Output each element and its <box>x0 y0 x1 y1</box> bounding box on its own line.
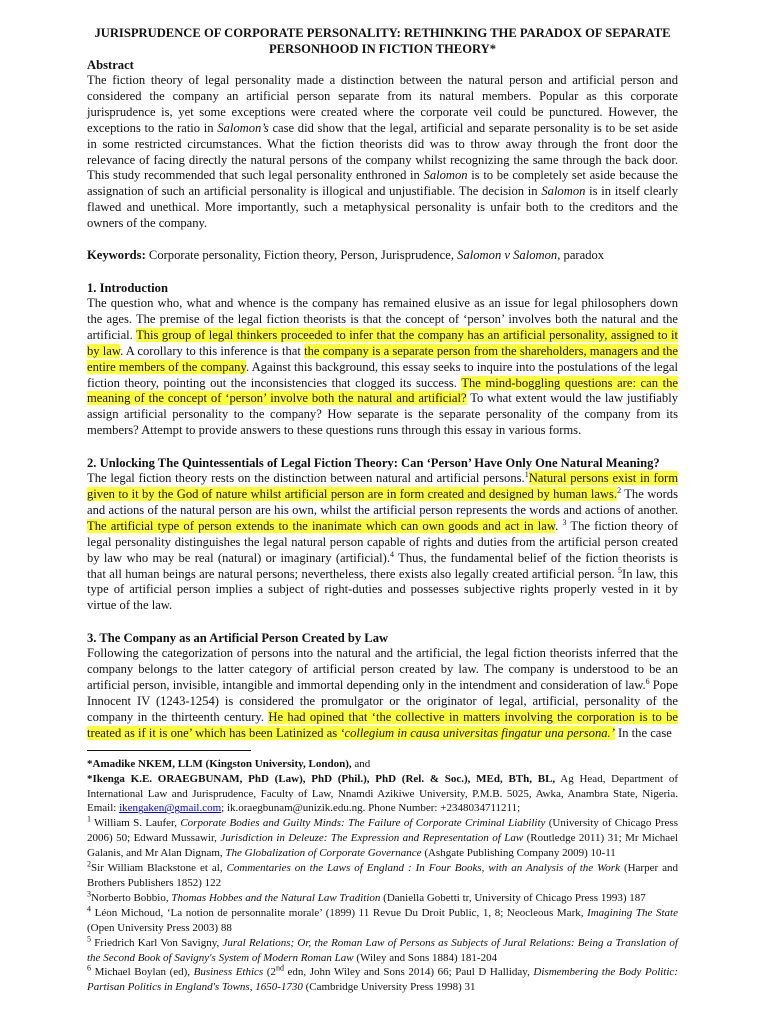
section-2-text: The legal fiction theory rests on the distinction between natural and artificial persons.$^1$Natural persons exist in form given to it by the God of nature whilst artificial person are in form created and designed by human laws.$^2$ The words and actions of the natural person are his own, whilst the artificial person represents the words and actions of another. The artificial type of person extends to the inanimate which can own goods and act in law. $^3$ The fiction theory of legal personality distinguishes the legal natural person capable of rights and duties from the artificial person created by law who may be real (natural) or imaginary (artificial).$^4$ Thus, the fundamental belief of the fiction theorists is that all human beings are natural persons; nevertheless, there exists also legally created artificial person. $^5$In law, this type of artificial person implies a subject of right-duties and possesses subjective rights properly vested in it by virtue of the law. <box>87 469 679 613</box>
footnote-4: $^4$ Léon Michoud, ‘La notion de personnalite morale’ (1899) 11 Revue Du Droit Public, 1, 8; Neocleous Mark, Imagining The State (Open University Press 2003) 88 <box>87 904 678 934</box>
section-heading-company: 3. The Company as an Artificial Person Created by Law <box>87 631 389 646</box>
footnote-5: $^5$ Friedrich Karl Von Savigny, Jural Relations; Or, the Roman Law of Persons as Subjects of Jural Relations: Being a Translation of the Second Book of Savigny's System of Modern Roman Law (Wiley and Sons 1884) 181-204 <box>87 933 678 964</box>
abstract-heading: Abstract <box>87 58 134 72</box>
section-3-text: Following the categorization of persons into the natural and the artificial, the legal fiction theorists inferred that the company belongs to the latter category of artificial person created by law. The company is understood to be an artificial person, invisible, intangible and immortal depending only in the intendment and consideration of law.$^6$ Pope Innocent IV (1243-1254) is considered the promulgator or the originator of legal, artificial, personality of the company in the thirteenth century. He had opined that ‘the collective in matters involving the corporation is to be treated as if it is one’ which has been Latinized as ‘collegium in causa universitas fingatur una persona.’ In the case <box>87 646 678 740</box>
abstract-text: The fiction theory of legal personality made a distinction between the natural person and artificial person and considered the company an artificial person separate from its natural members. Popular as this corporate jurisprudence is, yet some exceptions were created where the corporate veil could be punctured. However, the exceptions to the ratio in Salomon’s case did show that the legal, artificial and separate personality is to be set aside in some restricted circumstances. What the fiction theorists did was to throw away through the front door the relevance of facing directly the natural persons of the company whilst recognizing the same through the back door. This study recommended that such legal personality enthroned in Salomon is to be completely set aside because the assignation of such an artificial personality is illogical and unjustifiable. The decision in Salomon is in itself clearly flawed and unethical. More importantly, such a metaphysical personality is unfair both to the creditors and the owners of the company. <box>87 73 679 231</box>
introduction-text: The question who, what and whence is the company has remained elusive as an issue for legal philosophers down the ages. The premise of the legal fiction theorists is that the concept of ‘person’ involves both the natural and the artificial. This group of legal thinkers proceeded to infer that the company has an artificial personality, assigned to it by law. A corollary to this inference is that the company is a separate person from the shareholders, managers and the entire members of the company. Against this background, this essay seeks to inquire into the postulations of the legal fiction theory, pointing out the inconsistencies that clogged its success. The mind-boggling questions are: can the meaning of the concept of ‘person’ involve both the natural and artificial? To what extent would the law justifiably assign artificial personality to the company? How separate is the separate personality of the company from its members? Attempt to provide answers to these questions runs through this essay in various forms. <box>87 295 679 438</box>
highlight: He had opined that ‘the collective in matters involving the corporation is to be treated as if it is one’ which has been Latinized as <box>87 709 678 740</box>
footnote-author-2: *Ikenga K.E. ORAEGBUNAM, PhD (Law), PhD (Phil.), PhD (Rel. & Soc.), MEd, BTh, BL, Ag Head, Department of International Law and Jurisprudence, Faculty of Law, Nnamdi Azikiwe University, P.M.B. 5025, Awka, Anambra State, Nigeria. Email: ikengaken@gmail.com; ik.oraegbunam@unizik.edu.ng. Phone Number: +2348034711211; <box>87 772 679 815</box>
footnotes <box>87 757 678 996</box>
page-content <box>87 26 678 995</box>
paper-title: JURISPRUDENCE OF CORPORATE PERSONALITY: RETHINKING THE PARADOX OF SEPARATE PERSONHOOD IN FICTION THEORY* <box>94 26 671 56</box>
footnote-rule <box>87 750 251 751</box>
highlight: The artificial type of person extends to the inanimate which can own goods and act in law <box>87 518 556 533</box>
section-heading-quintessentials: 2. Unlocking The Quintessentials of Legal Fiction Theory: Can ‘Person’ Have Only One Natural Meaning? <box>87 456 660 471</box>
footnote-2: $^2$Sir William Blackstone et al, Commentaries on the Laws of England : In Four Books, with an Analysis of the Work (Harper and Brothers Publishers 1852) 122 <box>87 859 678 889</box>
footnote-6: $^6$ Michael Boylan (ed), Business Ethics (2nd edn, John Wiley and Sons 2014) 66; Paul D Halliday, Dismembering the Body Politic: Partisan Politics in England's Towns, 1650-1730 (Cambridge University Press 1998) 31 <box>87 963 678 994</box>
highlight: This group of legal thinkers proceeded to infer that the company has an artificial personality, assigned to it by law <box>87 327 678 358</box>
highlight: the company is a separate person from the shareholders, managers and the entire members of the company <box>87 343 679 374</box>
section-heading-introduction: 1. Introduction <box>87 280 168 295</box>
footnote-author-1: *Amadike NKEM, LLM (Kingston University, London), and <box>87 757 371 770</box>
footnote-3: $^3$Norberto Bobbio, Thomas Hobbes and the Natural Law Tradition (Daniella Gobetti tr, University of Chicago Press 1993) 187 <box>87 889 646 904</box>
email-link[interactable]: ikengaken@gmail.com <box>119 802 222 815</box>
highlight: Natural persons exist in form given to it by the God of nature whilst artificial person are in form created and designed by human laws. <box>87 471 678 502</box>
highlight: ‘collegium in causa universitas fingatur una persona.’ <box>340 725 615 740</box>
footnote-1: $^1$ William S. Laufer, Corporate Bodies and Guilty Minds: The Failure of Corporate Criminal Liability (University of Chicago Press 2006) 50; Edward Mussawir, Jurisdiction in Deleuze: The Expression and Representation of Law (Routledge 2011) 31; Mr Michael Galanis, and Mr Alan Dignam, The Globalization of Corporate Governance (Ashgate Publishing Company 2009) 10-11 <box>87 814 679 860</box>
highlight: The mind-boggling questions are: can the meaning of the concept of ‘person’ involve both the natural and artificial? <box>87 375 679 406</box>
keywords: Keywords: Corporate personality, Fiction theory, Person, Jurisprudence, Salomon v Salomon, paradox <box>87 248 605 263</box>
